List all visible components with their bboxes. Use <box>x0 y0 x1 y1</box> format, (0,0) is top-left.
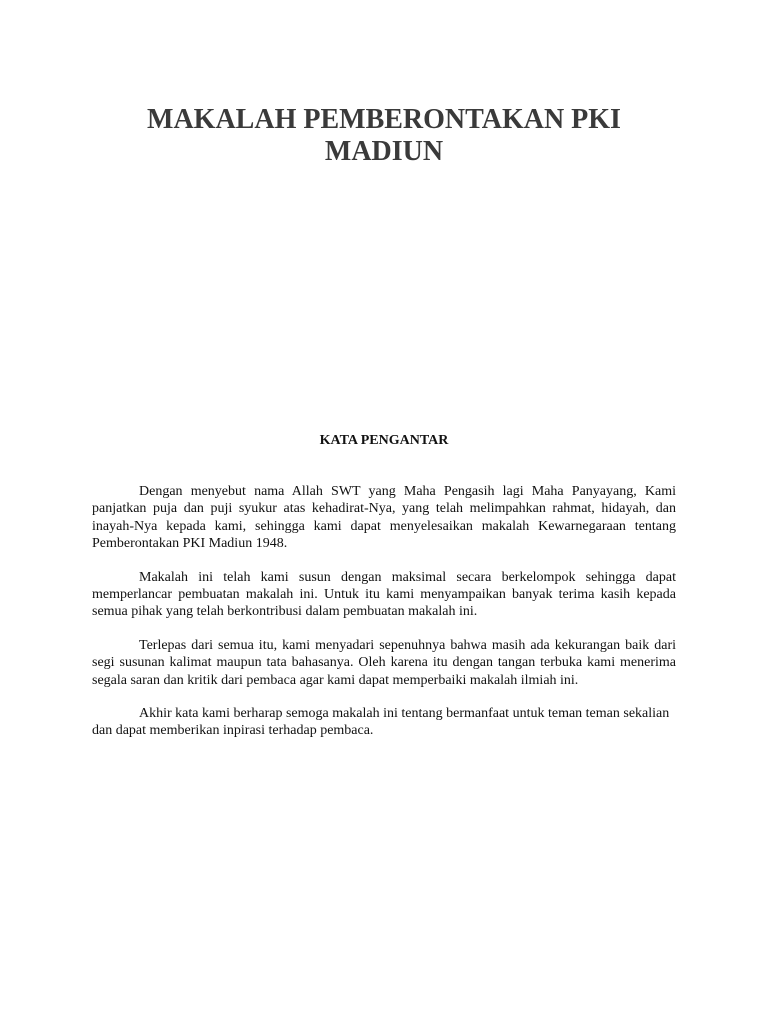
paragraph-2: Makalah ini telah kami susun dengan maksimal secara berkelompok sehingga dapat memperlancar pembuatan makalah ini. Untuk itu kami menyampaikan banyak terima kasih kepada semua pihak yang telah berkontribusi dalam pembuatan makalah ini. <box>92 569 676 620</box>
section-heading: KATA PENGANTAR <box>319 433 449 448</box>
body-text <box>92 483 676 756</box>
paragraph-4: Akhir kata kami berharap semoga makalah ini tentang bermanfaat untuk teman teman sekalian dan dapat memberikan inpirasi terhadap pembaca. <box>92 706 670 739</box>
document-title-line-1: MAKALAH PEMBERONTAKAN PKI <box>147 104 621 135</box>
document-title <box>92 104 676 168</box>
paragraph-3: Terlepas dari semua itu, kami menyadari sepenuhnya bahwa masih ada kekurangan baik dari segi susunan kalimat maupun tata bahasanya. Oleh karena itu dengan tangan terbuka kami menerima segala saran dan kritik dari pembaca agar kami dapat memperbaiki makalah ilmiah ini. <box>92 637 676 688</box>
paragraph-1: Dengan menyebut nama Allah SWT yang Maha Pengasih lagi Maha Panyayang, Kami panjatkan puja dan puji syukur atas kehadirat-Nya, yang telah melimpahkan rahmat, hidayah, dan inayah-Nya kepada kami, sehingga kami dapat menyelesaikan makalah Kewarnegaraan tentang Pemberontakan PKI Madiun 1948. <box>92 484 676 552</box>
document-title-line-2: MADIUN <box>324 136 444 167</box>
